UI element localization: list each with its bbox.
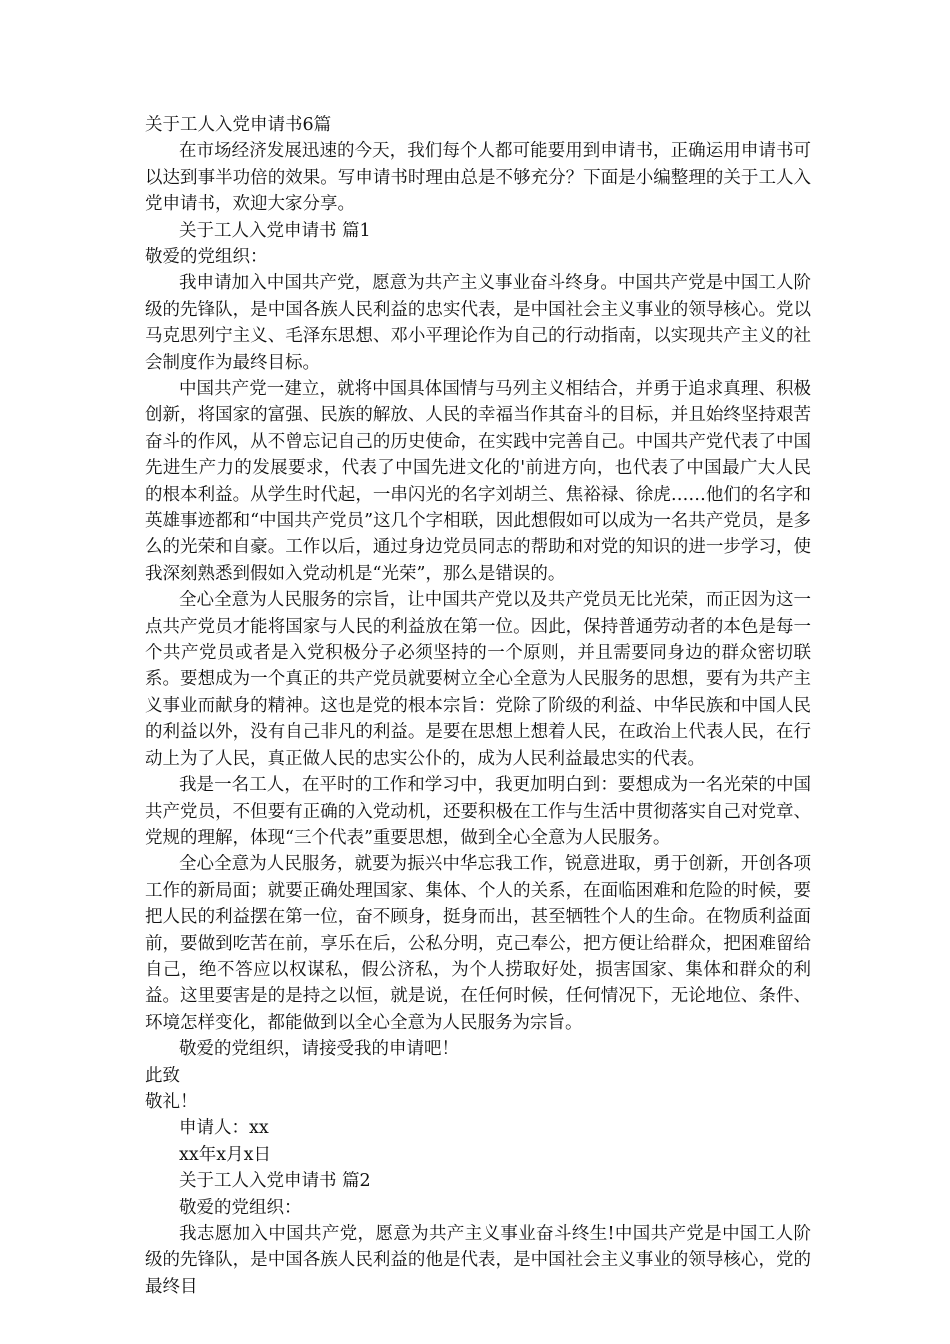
date-line: xx年x月x日 xyxy=(179,1144,271,1165)
closing-jingli: 敬礼！ xyxy=(145,1091,198,1112)
section-heading: 关于工人入党申请书 篇2 xyxy=(179,1171,371,1192)
closing-cizhi: 此致 xyxy=(145,1065,180,1086)
body-paragraph: 我申请加入中国共产党，愿意为共产主义事业奋斗终身。中国共产党是中国工人阶级的先锋队，是中国各族人民利益的忠实代表，是中国社会主义事业的领导核心。党以马克思列宁主义、毛泽东思想、邓小平理论作为自己的行动指南，以实现共产主义的社会制度作为最终目标。 xyxy=(145,273,811,373)
closing-request: 敬爱的党组织，请接受我的申请吧！ xyxy=(179,1039,459,1060)
salutation: 敬爱的党组织： xyxy=(179,1197,302,1218)
body-paragraph: 中国共产党一建立，就将中国具体国情与马列主义相结合，并勇于追求真理、积极创新，将国家的富强、民族的解放、人民的幸福当作其奋斗的目标，并且始终坚持艰苦奋斗的作风，从不曾忘记自己的历史使命，在实践中完善自己。中国共产党代表了中国先进生产力的发展要求，代表了中国先进文化的'前进方向，也代表了中国最广大人民的根本利益。从学生时代起，一串闪光的名字刘胡兰、焦裕禄、徐虎……他们的名字和英雄事迹都和“中国共产党员”这几个字相联，因此想假如可以成为一名共产党员，是多么的光荣和自豪。工作以后，通过身边党员同志的帮助和对党的知识的进一步学习，使我深刻熟悉到假如入党动机是“光荣”，那么是错误的。 xyxy=(145,379,811,584)
body-paragraph: 我志愿加入中国共产党，愿意为共产主义事业奋斗终生!中国共产党是中国工人阶级的先锋队，是中国各族人民利益的他是代表，是中国社会主义事业的领导核心，党的最终目 xyxy=(145,1223,811,1297)
salutation: 敬爱的党组织： xyxy=(145,247,268,267)
section-heading: 关于工人入党申请书 篇1 xyxy=(179,220,371,241)
body-paragraph: 全心全意为人民服务的宗旨，让中国共产党以及共产党员无比光荣，而正因为这一点共产党员才能将国家与人民的利益放在第一位。因此，保持普通劳动者的本色是每一个共产党员或者是入党积极分子必须坚持的一个原则，并且需要同身边的群众密切联系。要想成为一个真正的共产党员就要树立全心全意为人民服务的思想，要有为共产主义事业而献身的精神。这也是党的根本宗旨：党除了阶级的利益、中华民族和中国人民的利益以外，没有自己非凡的利益。是要在思想上想着人民，在政治上代表人民，在行动上为了人民，真正做人民的忠实公仆的，成为人民利益最忠实的代表。 xyxy=(145,590,811,769)
intro-paragraph: 在市场经济发展迅速的今天，我们每个人都可能要用到申请书，正确运用申请书可以达到事半功倍的效果。写申请书时理由总是不够充分？下面是小编整理的关于工人入党申请书，欢迎大家分享。 xyxy=(145,141,811,215)
body-paragraph: 我是一名工人，在平时的工作和学习中，我更加明白到：要想成为一名光荣的中国共产党员，不但要有正确的入党动机，还要积极在工作与生活中贯彻落实自己对党章、党规的理解，体现“三个代表”重要思想，做到全心全意为人民服务。 xyxy=(145,775,811,848)
document-title: 关于工人入党申请书6篇 xyxy=(145,115,332,135)
applicant-line: 申请人：xx xyxy=(179,1118,269,1139)
body-paragraph: 全心全意为人民服务，就要为振兴中华忘我工作，锐意进取，勇于创新，开创各项工作的新局面；就要正确处理国家、集体、个人的关系，在面临困难和危险的时候，要把人民的利益摆在第一位，奋不顾身，挺身而出，甚至牺牲个人的生命。在物质利益面前，要做到吃苦在前，享乐在后，公私分明，克己奉公，把方便让给群众，把困难留给自己，绝不答应以权谋私，假公济私，为个人捞取好处，损害国家、集体和群众的利益。这里要害是的是持之以恒，就是说，在任何时候，任何情况下，无论地位、条件、环境怎样变化，都能做到以全心全意为人民服务为宗旨。 xyxy=(145,854,811,1033)
document-page xyxy=(145,112,811,1300)
